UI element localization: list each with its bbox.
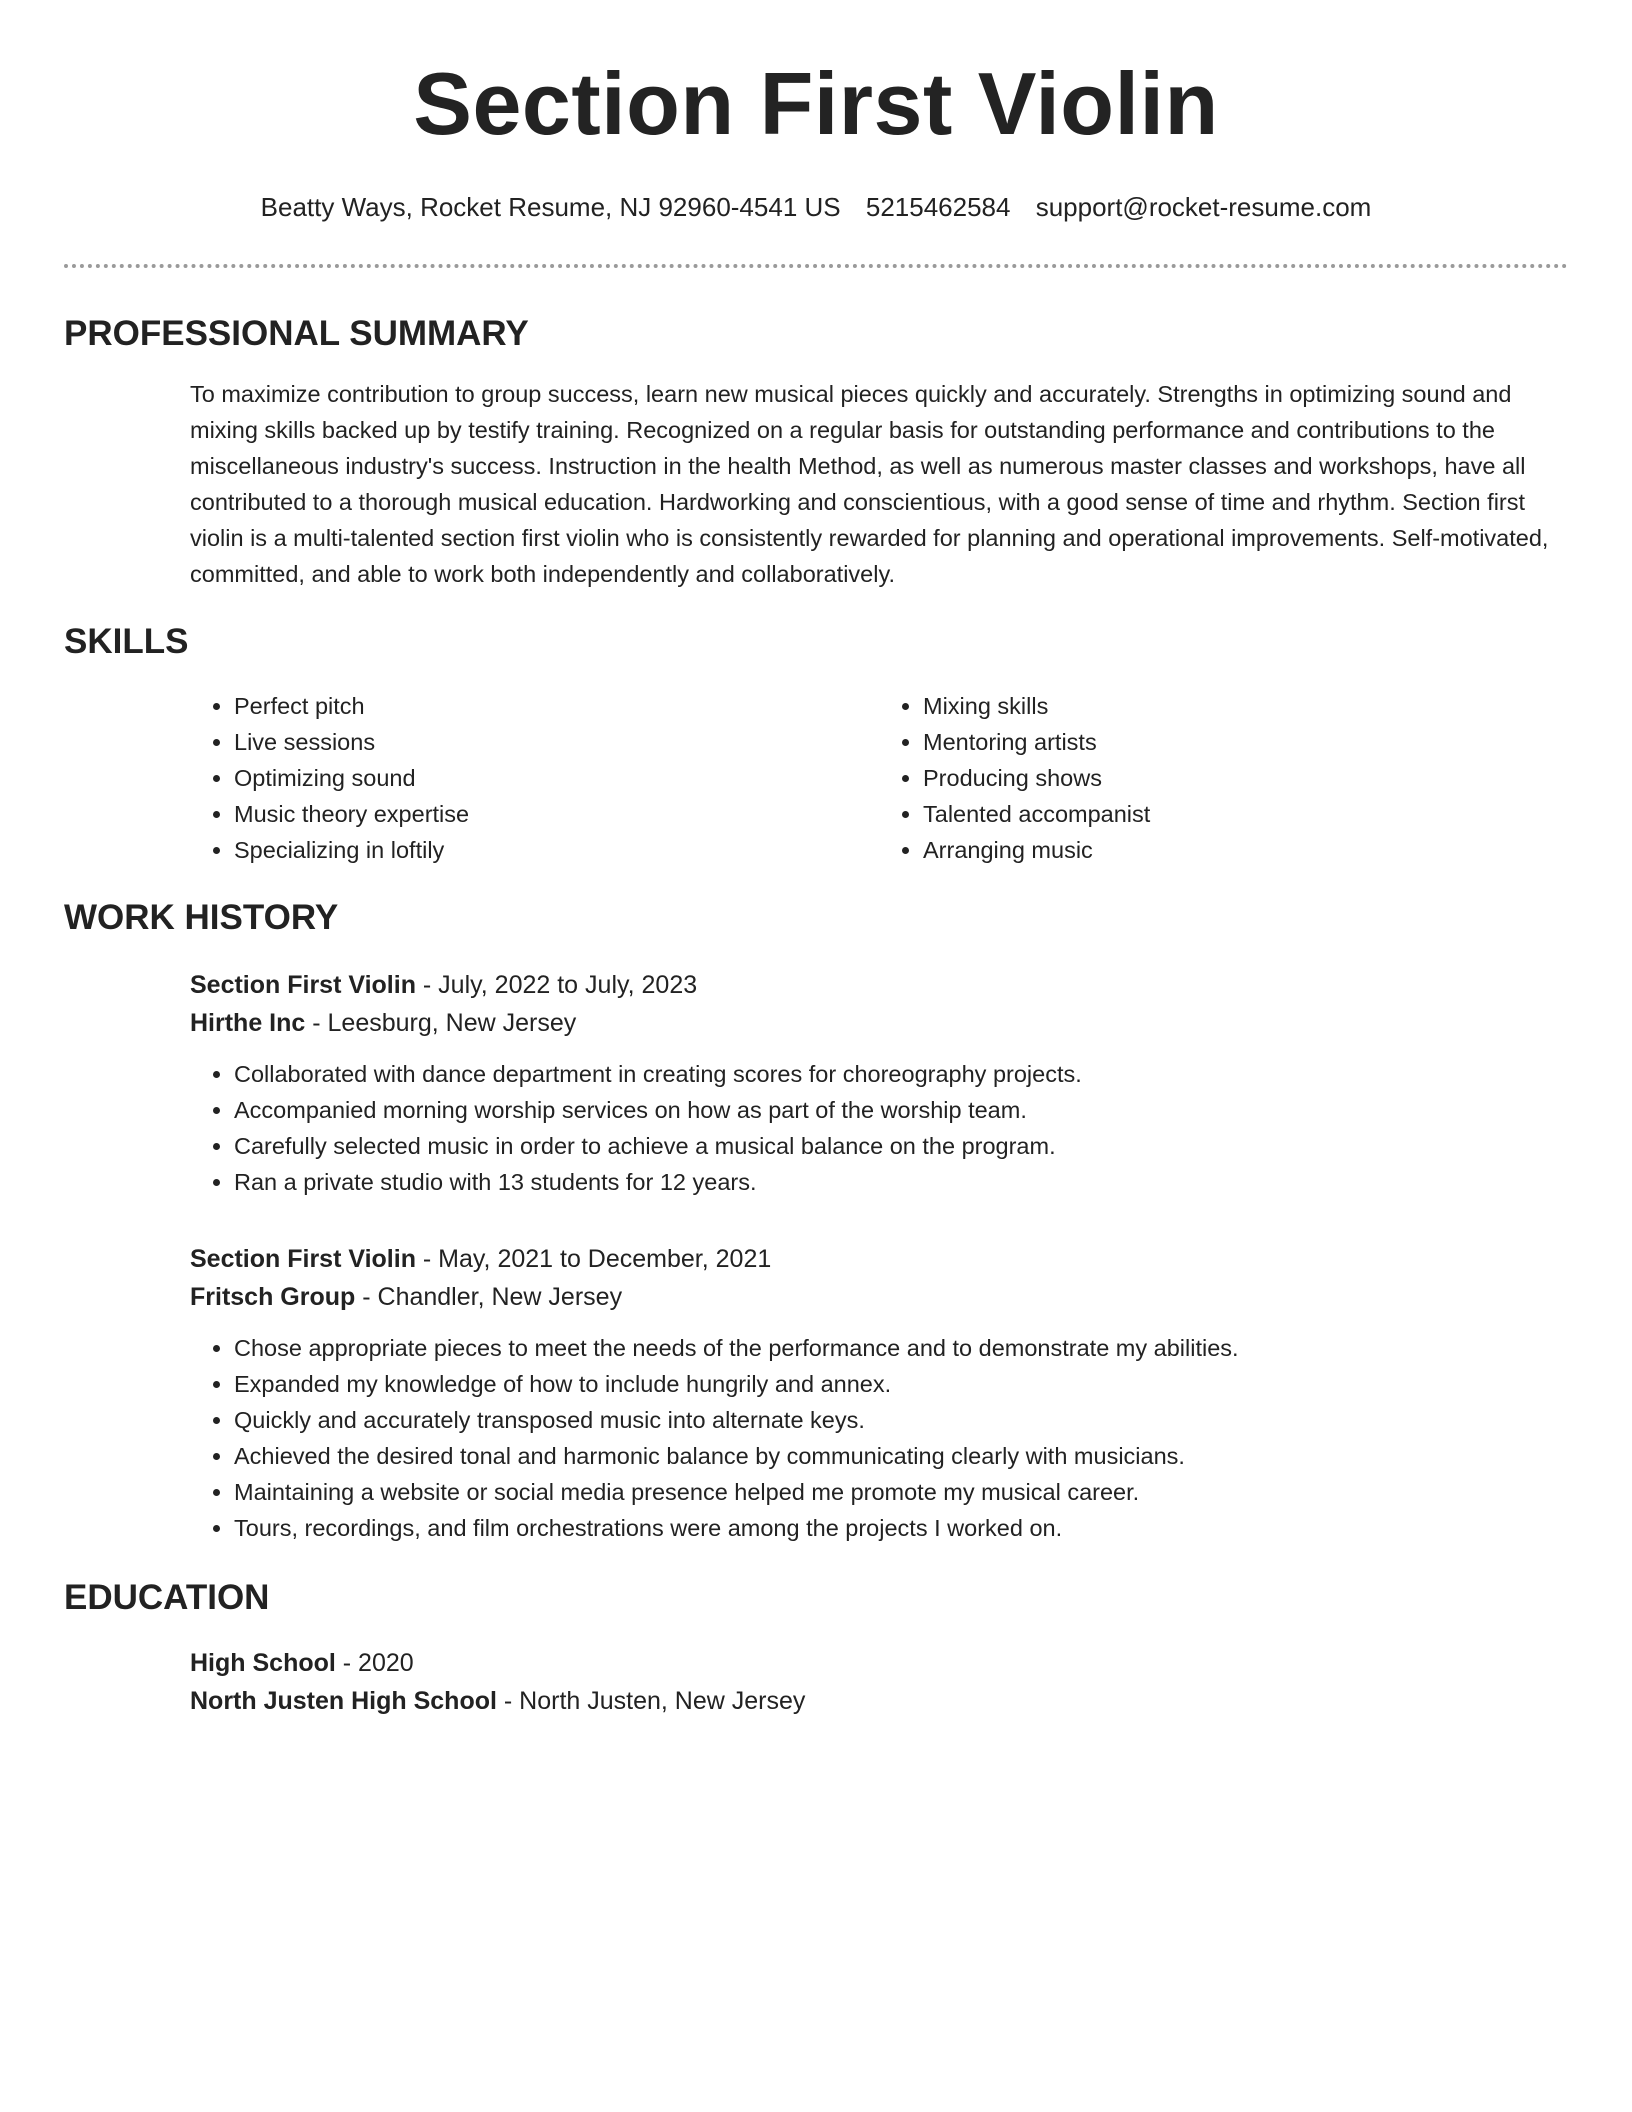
contact-address: Beatty Ways, Rocket Resume, NJ 92960-4541 US (260, 192, 841, 222)
job-bullet: • Carefully selected music in order to achieve a musical balance on the program. (234, 1128, 1568, 1164)
skill-item: • Producing shows (923, 760, 1568, 796)
job-company: Fritsch Group (190, 1283, 356, 1311)
education-year: - 2020 (335, 1649, 414, 1677)
job-bullet: • Chose appropriate pieces to meet the needs of the performance and to demonstrate my abilities. (234, 1330, 1568, 1366)
job-entry (190, 1240, 1568, 1546)
education-entry (190, 1644, 1568, 1720)
job-bullet: • Quickly and accurately transposed music into alternate keys. (234, 1402, 1568, 1438)
skill-item: • Arranging music (923, 832, 1568, 868)
skill-item: • Mentoring artists (923, 724, 1568, 760)
skills-heading: SKILLS (64, 622, 189, 661)
education-degree: High School (190, 1649, 336, 1677)
skill-item: • Mixing skills (923, 688, 1568, 724)
job-bullet: • Maintaining a website or social media presence helped me promote my musical career. (234, 1474, 1568, 1510)
job-bullet: • Achieved the desired tonal and harmonic balance by communicating clearly with musicians. (234, 1438, 1568, 1474)
education-degree-line (190, 1644, 1568, 1682)
job-company-line (190, 1004, 1568, 1042)
job-bullet: • Ran a private studio with 13 students for 12 years. (234, 1164, 1568, 1200)
skills-list (190, 688, 1568, 868)
job-role: Section First Violin (190, 971, 416, 999)
job-dates: - July, 2022 to July, 2023 (415, 971, 698, 999)
skill-item: • Talented accompanist (923, 796, 1568, 832)
education-location: - North Justen, New Jersey (496, 1687, 806, 1715)
education-school-line (190, 1682, 1568, 1720)
contact-email: support@rocket-resume.com (1035, 192, 1372, 222)
summary-heading: PROFESSIONAL SUMMARY (64, 314, 529, 353)
header-divider (64, 264, 1568, 268)
skill-item: • Live sessions (234, 724, 879, 760)
job-dates: - May, 2021 to December, 2021 (415, 1245, 772, 1273)
contact-phone: 5215462584 (865, 192, 1011, 222)
job-entry (190, 966, 1568, 1200)
job-role: Section First Violin (190, 1245, 416, 1273)
skill-item: • Optimizing sound (234, 760, 879, 796)
job-company-line (190, 1278, 1568, 1316)
candidate-name: Section First Violin (413, 54, 1219, 153)
skills-column-left (190, 688, 879, 868)
work-history-heading: WORK HISTORY (64, 898, 339, 937)
education-heading: EDUCATION (64, 1578, 270, 1617)
job-bullet: • Expanded my knowledge of how to include hungrily and annex. (234, 1366, 1568, 1402)
job-bullet: • Accompanied morning worship services on how as part of the worship team. (234, 1092, 1568, 1128)
job-company: Hirthe Inc (190, 1009, 306, 1037)
skill-item: • Specializing in loftily (234, 832, 879, 868)
job-bullet: • Collaborated with dance department in creating scores for choreography projects. (234, 1056, 1568, 1092)
skill-item: • Perfect pitch (234, 688, 879, 724)
skill-item: • Music theory expertise (234, 796, 879, 832)
job-location: - Leesburg, New Jersey (305, 1009, 577, 1037)
education-school: North Justen High School (190, 1687, 497, 1715)
skills-column-right (879, 688, 1568, 868)
summary-text: To maximize contribution to group success, learn new musical pieces quickly and accurately. Strengths in optimizing sound and mixing skills backed up by testify training. Recognized on a regular basis for outstanding performance and contributions to the miscellaneous industry's success. Instruction in the health Method, as well as numerous master classes and workshops, have all contributed to a thorough musical education. Hardworking and conscientious, with a good sense of time and rhythm. Section first violin is a multi-talented section first violin who is consistently rewarded for planning and operational improvements. Self-motivated, committed, and able to work both independently and collaboratively. (190, 381, 1549, 587)
contact-line (64, 190, 1568, 224)
job-bullets (190, 1056, 1568, 1200)
job-location: - Chandler, New Jersey (355, 1283, 623, 1311)
job-bullet: • Tours, recordings, and film orchestrations were among the projects I worked on. (234, 1510, 1568, 1546)
job-bullets (190, 1330, 1568, 1546)
job-title-line (190, 966, 1568, 1004)
job-title-line (190, 1240, 1568, 1278)
